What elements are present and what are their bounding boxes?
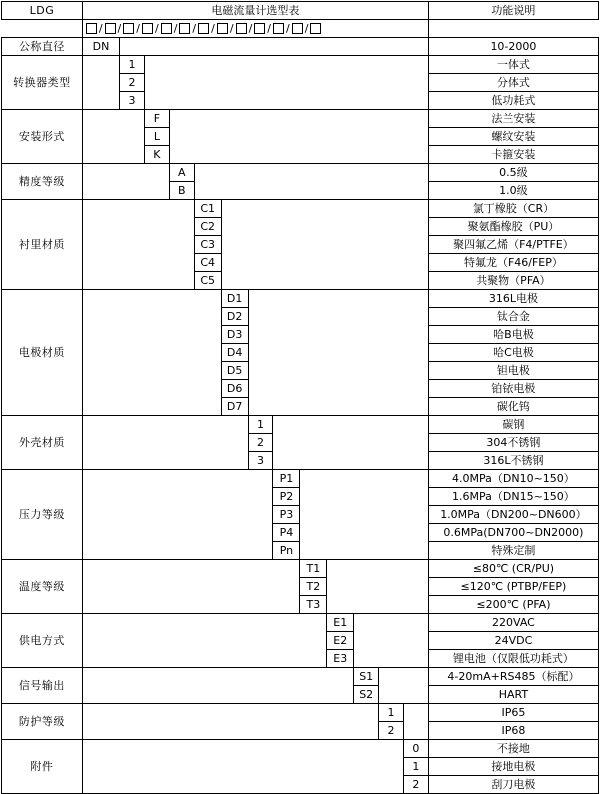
desc-pressure-4: 0.6MPa(DN700~DN2000) <box>428 524 598 542</box>
empty-right-temperature <box>327 560 429 614</box>
slash-3: / <box>154 22 159 35</box>
row-nominal-diameter <box>2 38 599 56</box>
desc-lining-2: 聚氨酯橡胶（PU） <box>428 218 598 236</box>
empty-right-lining <box>221 200 428 290</box>
code-signal-2: S2 <box>354 686 379 704</box>
code-pressure-1: P1 <box>273 470 300 488</box>
desc-electrode-7: 碳化钨 <box>428 398 598 416</box>
empty-right-power <box>354 614 429 668</box>
desc-pressure-2: 1.6MPa（DN15~150） <box>428 488 598 506</box>
desc-temperature-2: ≤120℃ (PTBP/FEP) <box>428 578 598 596</box>
desc-accessory-1: 不接地 <box>428 740 598 758</box>
empty-left-pressure <box>82 470 273 560</box>
code-box-12 <box>310 23 321 34</box>
model-selection-table <box>1 1 599 794</box>
code-housing-3: 3 <box>248 452 273 470</box>
code-dn: DN <box>82 38 119 56</box>
row-mounting-1 <box>2 110 599 128</box>
row-accessory-1 <box>2 740 599 758</box>
empty-right-accuracy <box>194 164 428 200</box>
code-box-11 <box>292 23 303 34</box>
row-temperature-1 <box>2 560 599 578</box>
empty-left-mounting <box>82 110 144 164</box>
code-lining-3: C3 <box>194 236 221 254</box>
desc-pressure-5: 特殊定制 <box>428 542 598 560</box>
category-accuracy: 精度等级 <box>2 164 83 200</box>
row-electrode-1 <box>2 290 599 308</box>
code-power-1: E1 <box>327 614 354 632</box>
code-electrode-1: D1 <box>221 290 248 308</box>
code-box-7 <box>217 23 228 34</box>
desc-accessory-3: 刮刀电极 <box>428 776 598 794</box>
desc-electrode-6: 铂铱电极 <box>428 380 598 398</box>
code-mounting-3: K <box>144 146 169 164</box>
code-electrode-3: D3 <box>221 326 248 344</box>
selection-table-page <box>0 1 600 791</box>
code-pressure-4: P4 <box>273 524 300 542</box>
slash-5: / <box>192 22 197 35</box>
empty-left-accuracy <box>82 164 169 200</box>
code-accuracy-2: B <box>169 182 194 200</box>
desc-housing-1: 碳钢 <box>428 416 598 434</box>
desc-housing-3: 316L不锈钢 <box>428 452 598 470</box>
empty-left-housing <box>82 416 248 470</box>
slash-11: / <box>304 22 309 35</box>
slash-2: / <box>136 22 140 35</box>
code-box-2 <box>123 23 134 34</box>
code-mounting-2: L <box>144 128 169 146</box>
desc-temperature-3: ≤200℃ (PFA) <box>428 596 598 614</box>
desc-accuracy-1: 0.5级 <box>428 164 598 182</box>
desc-power-2: 24VDC <box>428 632 598 650</box>
row-protection-1 <box>2 704 599 722</box>
desc-pressure-3: 1.0MPa（DN200~DN600） <box>428 506 598 524</box>
code-box-10 <box>273 23 284 34</box>
code-lining-1: C1 <box>194 200 221 218</box>
empty-left-temperature <box>82 560 300 614</box>
table-header-row <box>2 2 599 20</box>
desc-converter-3: 低功耗式 <box>428 92 598 110</box>
code-box-6 <box>198 23 209 34</box>
empty-right-pressure <box>300 470 428 560</box>
category-power: 供电方式 <box>2 614 83 668</box>
desc-signal-1: 4-20mA+RS485（标配） <box>428 668 598 686</box>
code-converter-1: 1 <box>120 56 145 74</box>
code-electrode-7: D7 <box>221 398 248 416</box>
slash-1: / <box>117 22 122 35</box>
desc-lining-4: 特氟龙（F46/FEP） <box>428 254 598 272</box>
desc-accessory-2: 接地电极 <box>428 758 598 776</box>
code-temperature-3: T3 <box>300 596 327 614</box>
empty-right-electrode <box>248 290 428 416</box>
desc-electrode-3: 哈B电极 <box>428 326 598 344</box>
code-box-5 <box>179 23 190 34</box>
desc-converter-2: 分体式 <box>428 74 598 92</box>
spacer-right <box>428 20 598 38</box>
row-converter-type-1 <box>2 56 599 74</box>
slash-9: / <box>267 22 272 35</box>
code-box-1 <box>105 23 116 34</box>
slash-8: / <box>248 22 253 35</box>
desc-lining-1: 氯丁橡胶（CR） <box>428 200 598 218</box>
category-lining: 衬里材质 <box>2 200 83 290</box>
slash-4: / <box>173 22 178 35</box>
row-power-1 <box>2 614 599 632</box>
slash-6: / <box>211 22 215 35</box>
code-lining-4: C4 <box>194 254 221 272</box>
code-signal-1: S1 <box>354 668 379 686</box>
code-temperature-1: T1 <box>300 560 327 578</box>
table-title: 电磁流量计选型表 <box>82 2 428 20</box>
code-lining-5: C5 <box>194 272 221 290</box>
category-protection: 防护等级 <box>2 704 83 740</box>
code-protection-2: 2 <box>379 722 404 740</box>
desc-signal-2: HART <box>428 686 598 704</box>
slash-7: / <box>229 22 234 35</box>
row-housing-1 <box>2 416 599 434</box>
desc-power-3: 锂电池（仅限低功耗式） <box>428 650 598 668</box>
code-pressure-3: P3 <box>273 506 300 524</box>
empty-right-protection <box>403 704 428 740</box>
code-converter-2: 2 <box>120 74 145 92</box>
desc-electrode-5: 钽电极 <box>428 362 598 380</box>
row-signal-1 <box>2 668 599 686</box>
code-electrode-2: D2 <box>221 308 248 326</box>
code-mounting-1: F <box>144 110 169 128</box>
code-electrode-5: D5 <box>221 362 248 380</box>
desc-electrode-1: 316L电极 <box>428 290 598 308</box>
desc-accuracy-2: 1.0级 <box>428 182 598 200</box>
code-lining-2: C2 <box>194 218 221 236</box>
code-power-2: E2 <box>327 632 354 650</box>
code-converter-3: 3 <box>120 92 145 110</box>
category-mounting: 安装形式 <box>2 110 83 164</box>
desc-mounting-2: 螺纹安装 <box>428 128 598 146</box>
category-housing: 外壳材质 <box>2 416 83 470</box>
desc-temperature-1: ≤80℃ (CR/PU) <box>428 560 598 578</box>
code-pressure-5: Pn <box>273 542 300 560</box>
desc-electrode-2: 钛合金 <box>428 308 598 326</box>
empty-left-lining <box>82 200 194 290</box>
desc-column-header: 功能说明 <box>428 2 598 20</box>
desc-lining-5: 共聚物（PFA） <box>428 272 598 290</box>
code-accessory-3: 2 <box>403 776 428 794</box>
row-pressure-1 <box>2 470 599 488</box>
row-accuracy-1 <box>2 164 599 182</box>
empty-c1-converter <box>82 56 119 110</box>
code-box-9 <box>254 23 265 34</box>
empty-left-signal <box>82 668 353 704</box>
code-electrode-4: D4 <box>221 344 248 362</box>
category-pressure: 压力等级 <box>2 470 83 560</box>
code-accessory-2: 1 <box>403 758 428 776</box>
desc-mounting-1: 法兰安装 <box>428 110 598 128</box>
empty-left-electrode <box>82 290 221 416</box>
code-box-4 <box>161 23 172 34</box>
category-converter-type: 转换器类型 <box>2 56 83 110</box>
category-nominal-diameter: 公称直径 <box>2 38 83 56</box>
empty-right-converter <box>144 56 428 110</box>
desc-housing-2: 304不锈钢 <box>428 434 598 452</box>
empty-left-accessory <box>82 740 403 794</box>
desc-mounting-3: 卡箍安装 <box>428 146 598 164</box>
desc-protection-2: IP68 <box>428 722 598 740</box>
desc-protection-1: IP65 <box>428 704 598 722</box>
code-housing-1: 1 <box>248 416 273 434</box>
slash-0: / <box>98 22 103 35</box>
empty-left-protection <box>82 704 378 740</box>
row-lining-1 <box>2 200 599 218</box>
code-box-8 <box>236 23 247 34</box>
code-pressure-2: P2 <box>273 488 300 506</box>
desc-power-1: 220VAC <box>428 614 598 632</box>
code-box-0 <box>86 23 97 34</box>
spacer-left <box>2 20 83 38</box>
category-accessory: 附件 <box>2 740 83 794</box>
slash-10: / <box>286 22 290 35</box>
empty-span-dn <box>120 38 429 56</box>
code-electrode-6: D6 <box>221 380 248 398</box>
model-code-boxes-inner <box>83 20 428 37</box>
code-temperature-2: T2 <box>300 578 327 596</box>
desc-pressure-1: 4.0MPa（DN10~150） <box>428 470 598 488</box>
code-power-3: E3 <box>327 650 354 668</box>
empty-right-housing <box>273 416 428 470</box>
desc-dn: 10-2000 <box>428 38 598 56</box>
empty-right-mounting <box>169 110 428 164</box>
category-signal: 信号输出 <box>2 668 83 704</box>
desc-converter-1: 一体式 <box>428 56 598 74</box>
empty-right-signal <box>379 668 429 704</box>
category-electrode: 电极材质 <box>2 290 83 416</box>
code-accessory-1: 0 <box>403 740 428 758</box>
code-protection-1: 1 <box>379 704 404 722</box>
desc-lining-3: 聚四氟乙烯（F4/PTFE） <box>428 236 598 254</box>
desc-electrode-4: 哈C电极 <box>428 344 598 362</box>
model-code-boxes <box>82 20 428 38</box>
model-prefix-cell: LDG <box>2 2 83 20</box>
code-housing-2: 2 <box>248 434 273 452</box>
category-temperature: 温度等级 <box>2 560 83 614</box>
code-box-3 <box>142 23 153 34</box>
code-accuracy-1: A <box>169 164 194 182</box>
empty-left-power <box>82 614 326 668</box>
model-code-boxes-row <box>2 20 599 38</box>
